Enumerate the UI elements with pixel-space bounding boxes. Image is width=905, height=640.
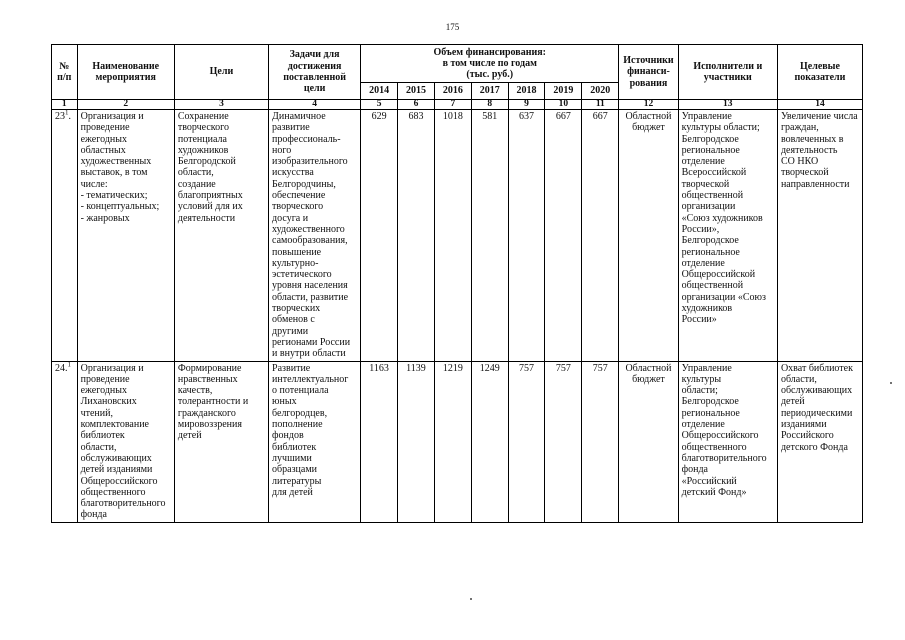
header-executors: Исполнители и участники — [678, 45, 777, 100]
funding-value: 667 — [545, 110, 582, 362]
funding-value: 757 — [508, 361, 545, 522]
row-number-value: 24. — [55, 362, 68, 374]
column-number: 4 — [269, 100, 361, 110]
scan-speck — [470, 598, 472, 600]
column-number: 9 — [508, 100, 545, 110]
column-number: 3 — [174, 100, 268, 110]
activity-goals: Формирование нравственных качеств, толерантности и гражданского мировоззрения детей — [174, 361, 268, 522]
funding-value: 683 — [398, 110, 435, 362]
activities-table — [51, 44, 863, 523]
header-year: 2020 — [582, 83, 619, 100]
column-number: 10 — [545, 100, 582, 110]
table-row — [52, 110, 863, 362]
column-number: 12 — [619, 100, 678, 110]
header-year: 2019 — [545, 83, 582, 100]
header-year: 2014 — [361, 83, 398, 100]
row-number-superscript: 1 — [65, 108, 69, 117]
column-number: 2 — [77, 100, 174, 110]
row-number-superscript: 1 — [67, 360, 71, 369]
header-year: 2018 — [508, 83, 545, 100]
header-name: Наименование мероприятия — [77, 45, 174, 100]
funding-source: Областной бюджет — [619, 361, 678, 522]
funding-value: 1139 — [398, 361, 435, 522]
funding-value: 629 — [361, 110, 398, 362]
column-number: 11 — [582, 100, 619, 110]
row-number — [52, 361, 78, 522]
funding-source: Областной бюджет — [619, 110, 678, 362]
header-targets: Целевые показатели — [777, 45, 862, 100]
funding-value: 667 — [582, 110, 619, 362]
column-number: 6 — [398, 100, 435, 110]
column-number: 14 — [777, 100, 862, 110]
funding-value: 637 — [508, 110, 545, 362]
table-row — [52, 361, 863, 522]
page-number: 175 — [445, 22, 460, 32]
activity-targets: Охват библиотек области, обслуживающих детей периодическими изданиями Российского детского Фонда — [777, 361, 862, 522]
column-number-row — [52, 100, 863, 110]
funding-value: 757 — [545, 361, 582, 522]
row-number: $23^1$. — [52, 110, 78, 362]
activity-targets: Увеличение числа граждан, вовлеченных в деятельность СО НКО творческой направленности — [777, 110, 862, 362]
funding-value: 1219 — [434, 361, 471, 522]
header-year: 2015 — [398, 83, 435, 100]
scan-speck — [890, 382, 892, 384]
header-goals: Цели — [174, 45, 268, 100]
activity-executors: Управление культуры области; Белгородское региональное отделение Общероссийского общественного благотворительного фонда «Российский детский Фонд» — [678, 361, 777, 522]
header-tasks: Задачи для достижения поставленной цели — [269, 45, 361, 100]
funding-value: 581 — [471, 110, 508, 362]
column-number: 5 — [361, 100, 398, 110]
activity-executors: Управление культуры области; Белгородское региональное отделение Всероссийской творческой общественной организации «Союз художников России», Белгородское региональное отделение Общероссийской общественной организации «Союз художников России» — [678, 110, 777, 362]
header-num: № п/п — [52, 45, 78, 100]
activity-name: Организация и проведение ежегодных Лихановских чтений, комплектование библиотек области, обслуживающих детей изданиями Общероссийского общественного благотворительного фонда — [77, 361, 174, 522]
header-year: 2017 — [471, 83, 508, 100]
header-sources: Источники финанси-рования — [619, 45, 678, 100]
header-year: 2016 — [434, 83, 471, 100]
funding-value: 1018 — [434, 110, 471, 362]
activity-tasks: Динамичное развитие профессиональ- ного изобразительного искусства Белгородчины, обеспечение творческого досуга и художественного самообразования, повышение культурно- эстетического уровня населения области, развитие творческих обменов с другими регионами России и внутри области — [269, 110, 361, 362]
column-number: 7 — [434, 100, 471, 110]
activity-tasks: Развитие интеллектуальног о потенциала юных белгородцев, пополнение фондов библиотек лучшими образцами литературы для детей — [269, 361, 361, 522]
column-number: 13 — [678, 100, 777, 110]
funding-value: 1163 — [361, 361, 398, 522]
funding-value: 1249 — [471, 361, 508, 522]
activity-name: Организация и проведение ежегодных областных художественных выставок, в том числе: - тематических; - концептуальных; - жанровых — [77, 110, 174, 362]
row-number-value: 23 — [55, 111, 65, 122]
header-funding: Объем финансирования: в том числе по годам (тыс. руб.) — [361, 45, 619, 83]
column-number: 8 — [471, 100, 508, 110]
column-number: 1 — [52, 100, 78, 110]
funding-value: 757 — [582, 361, 619, 522]
activity-goals: Сохранение творческого потенциала художников Белгородской области, создание благоприятных условий для их деятельности — [174, 110, 268, 362]
